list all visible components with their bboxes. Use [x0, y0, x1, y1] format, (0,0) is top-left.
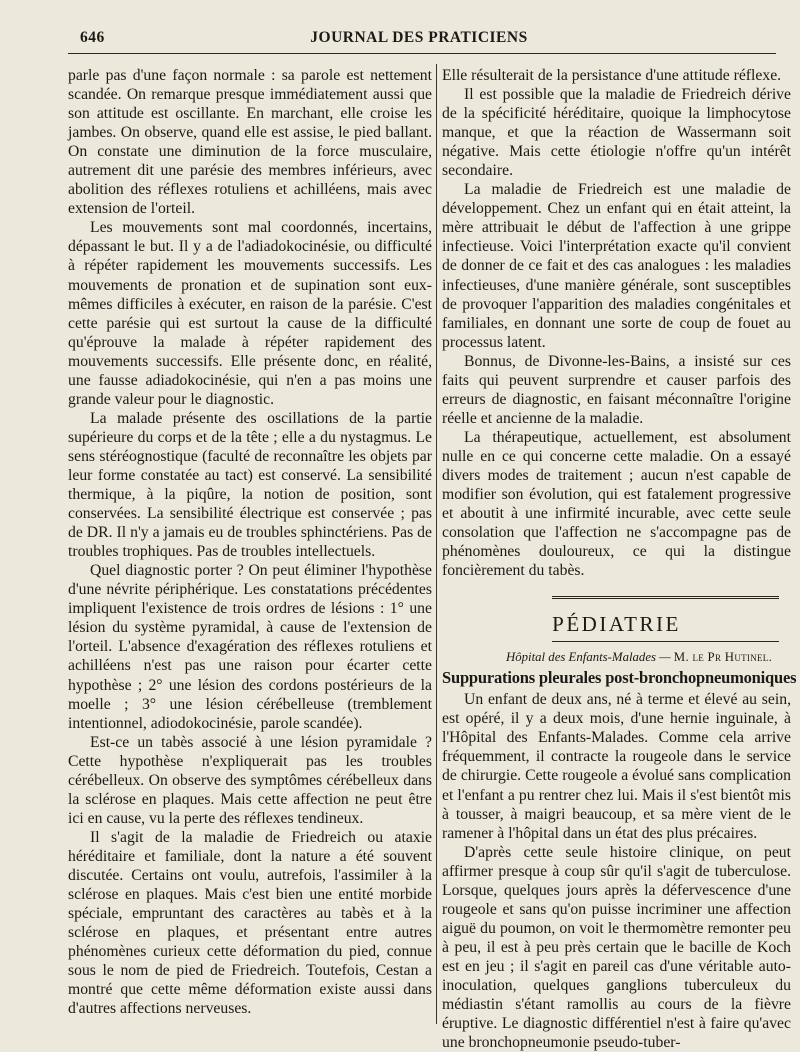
left-column: [68, 66, 432, 1018]
paragraph: Quel diagnostic porter ? On peut éliminer l'hypothèse d'une névrite périphérique. Les constatations précédentes impliquent l'existence de trois ordres de lésions : 1° une lésion du système pyramidal, à cause de l'extension de l'orteil. L'absence d'exagération des réflexes rotuliens et achilléens n'est pas une raison pour écarter cette hypothèse ; 2° une lésion des cordons postérieurs de la moelle ; 3° une lésion cérébelleuse (tremblement intentionnel, adiodokocinésie, parole scandée).: [68, 562, 432, 732]
paragraph: Il s'agit de la maladie de Friedreich ou ataxie héréditaire et familiale, dont la nature a été souvent discutée. Certains ont voulu, autrefois, l'assimiler à la sclérose en plaques. Mais c'est bien une entité morbide spéciale, empruntant des caractères au tabès et à la sclérose en plaques, et présentant entre autres phénomènes curieux cette déformation du pied, connue sous le nom de pied de Friedreich. Toutefois, Cestan a montré que cette même déformation existe aussi dans d'autres affections nerveuses.: [68, 828, 432, 1018]
hospital-line: [442, 648, 791, 666]
hospital-name: Hôpital des Enfants-Malades —: [506, 650, 674, 665]
section-rule-bottom: [552, 641, 779, 648]
section-title: PÉDIATRIE: [552, 612, 681, 637]
paragraph: Est-ce un tabès associé à une lésion pyramidale ? Cette hypothèse n'expliquerait pas les troubles cérébelleux. On observe des symptômes cérébelleux dans la sclérose en plaques. Mais cette affection ne peut être ici en cause, vu la perte des réflexes tendineux.: [68, 733, 432, 827]
page-number: 646: [80, 29, 105, 46]
section-rule-top: [552, 596, 779, 605]
right-column: [442, 66, 797, 1052]
paragraph: Il est possible que la maladie de Friedreich dérive de la spécificité héréditaire, quoique la limphocytose manque, et que la réaction de Wassermann soit négative. Mais cette étiologie n'offre qu'un intérêt secondaire.: [442, 86, 791, 180]
journal-title: JOURNAL DES PRATICIENS: [310, 29, 528, 46]
author-name: M. le Pr Hutinel.: [673, 650, 773, 665]
paragraph: La thérapeutique, actuellement, est absolument nulle en ce qui concerne cette maladie. On a essayé divers modes de traitement ; aucun n'est capable de modifier son évolution, qui est fatalement progressive et aboutit à une infirmité incurable, avec cette seule consolation que l'affection ne s'accompagne pas de phénomènes douloureux, ce qui la distingue foncièrement du tabès.: [442, 428, 791, 580]
paragraph: Un enfant de deux ans, né à terme et élevé au sein, est opéré, il y a deux mois, d'une hernie inguinale, à l'Hôpital des Enfants-Malades. Comme cela arrive fréquemment, il contracte la rougeole dans le service de chirurgie. Cette rougeole a évolué sans complication et l'enfant a pu rentrer chez lui. Mais il s'est bientôt mis à tousser, à maigri beaucoup, et sa mère vient de le ramener à l'hôpital dans un état des plus précaires.: [442, 691, 791, 842]
article-title: Suppurations pleurales post-bronchopneumoniques: [442, 668, 797, 688]
running-head: [72, 29, 766, 51]
column-divider: [436, 64, 437, 1024]
paragraph: parle pas d'une façon normale : sa parole est nettement scandée. On remarque presque immédiatement aussi que son attitude est oscillante. En marchant, elle croise les jambes. On observe, quand elle est assise, le pied ballant. On constate une diminution de la force musculaire, autrement dit une parésie des membres inférieurs, avec abolition des réflexes rotuliens et achilléens, mais avec extension de l'orteil.: [68, 67, 432, 218]
paragraph: Les mouvements sont mal coordonnés, incertains, dépassant le but. Il y a de l'adiadokocinésie, ou difficulté à répéter rapidement les mouvements successifs. Les mouvements de pronation et de supination sont eux-mêmes difficiles à exécuter, en raison de la parésie. C'est cette parésie qui est surtout la cause de la difficulté qu'éprouve la malade à répéter rapidement des mouvements successifs. Elle présente donc, en réalité, une fausse adiadokocinésie, qui n'en a pas moins une grande valeur pour le diagnostic.: [68, 219, 432, 408]
paragraph: Bonnus, de Divonne-les-Bains, a insisté sur ces faits qui peuvent surprendre et causer parfois des erreurs de diagnostic, en faisant méconnaître l'origine réelle et ancienne de la maladie.: [442, 352, 791, 427]
paragraph: La malade présente des oscillations de la partie supérieure du corps et de la tête ; elle a du nystagmus. Le sens stéréognostique (faculté de reconnaître les objets par leur forme constatée au tact) est conservé. La sensibilité thermique, à la piqûre, la notion de position, sont conservées. La sensibilité électrique est conservée ; pas de DR. Il n'y a jamais eu de troubles sphinctériens. Pas de troubles trophiques. Pas de troubles intellectuels.: [68, 409, 432, 561]
paragraph: D'après cette seule histoire clinique, on peut affirmer presque à coup sûr qu'il s'agit de tuberculose. Lorsque, quelques jours après la défervescence d'une rougeole et sans qu'on puisse incriminer une affection aiguë du poumon, on voit le thermomètre remonter peu à peu, il est à peu près certain que le bacille de Koch est en jeu ; il s'agit en pareil cas d'une véritable auto-inoculation, quelques ganglions tuberculeux du médiastin s'étant ramollis au cours de la fièvre éruptive. Le diagnostic différentiel n'est à faire qu'avec une bronchopneumonie pseudo-tuber-: [442, 843, 791, 1052]
paragraph: La maladie de Friedreich est une maladie de développement. Chez un enfant qui en était atteint, la mère attribuait le début de l'affection à une grippe infectieuse. Voici l'interprétation exacte qu'il convient de donner de ce fait et des cas analogues : les maladies infectieuses, d'une manière générale, sont susceptibles de provoquer l'apparition des maladies congénitales et familiales, en donnant une sorte de coup de fouet au processus latent.: [442, 181, 791, 351]
paragraph: Elle résulterait de la persistance d'une attitude réflexe.: [442, 67, 782, 84]
header-rule: [68, 53, 776, 54]
